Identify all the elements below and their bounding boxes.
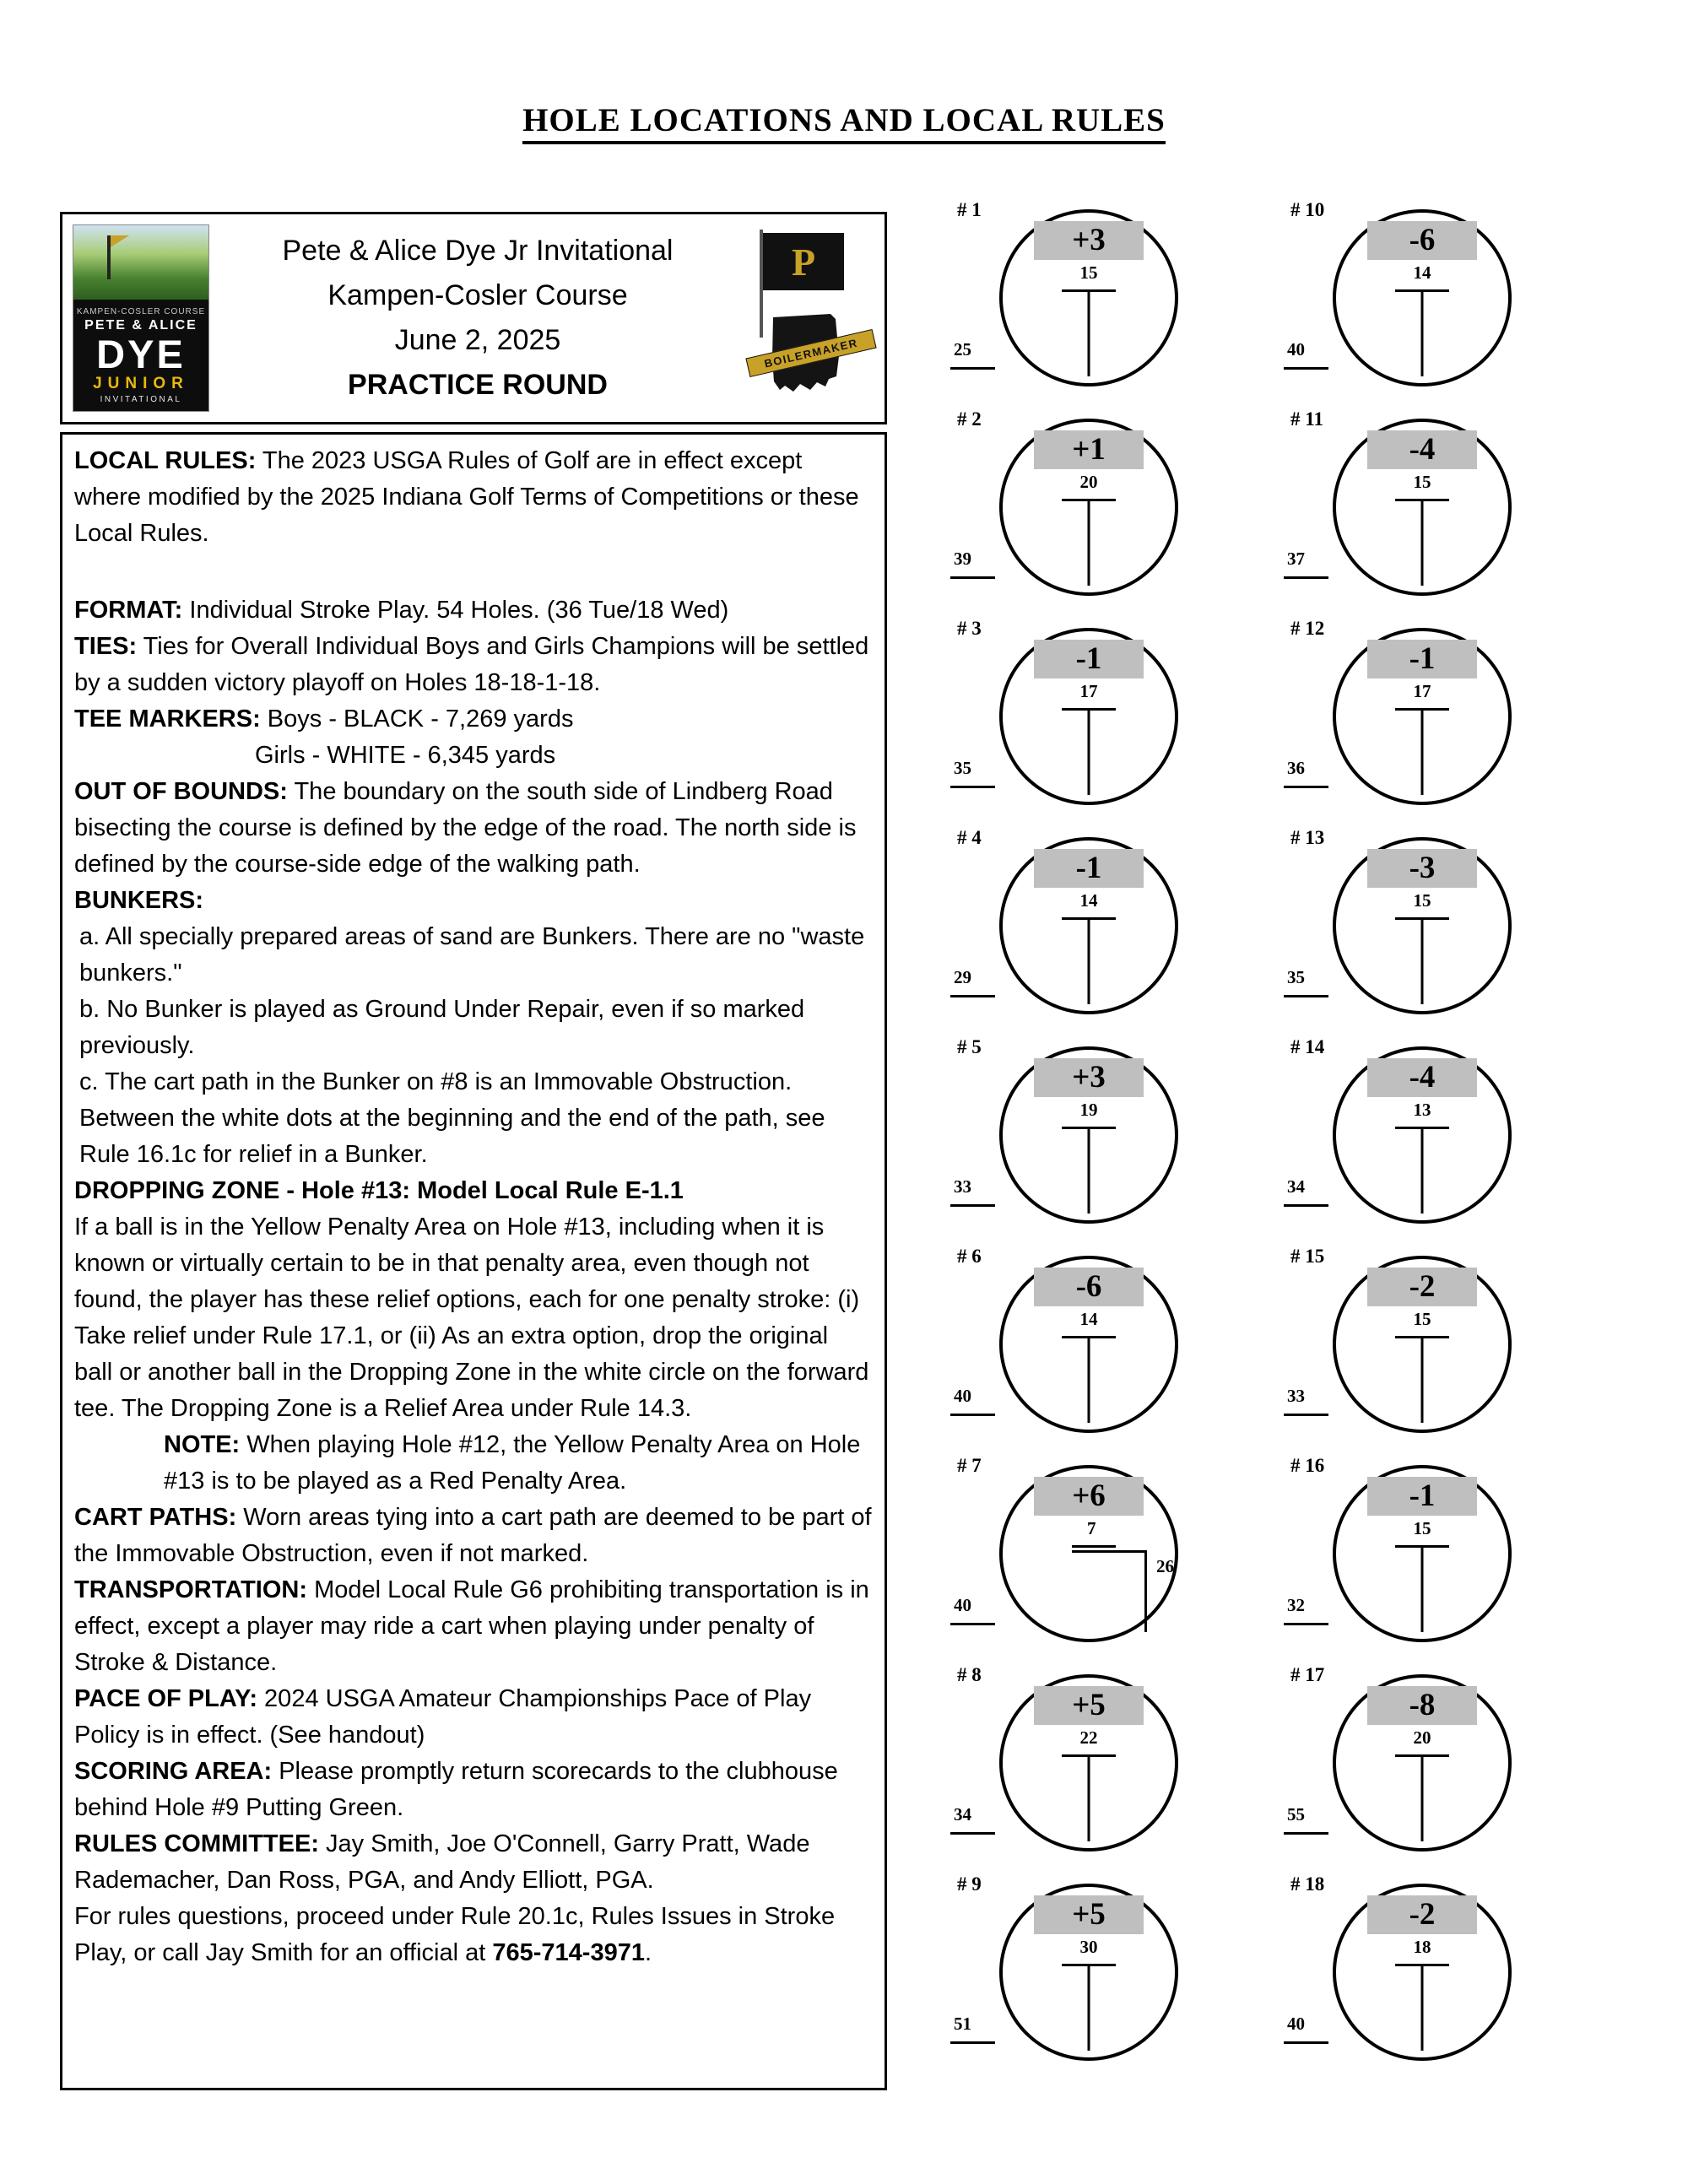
hole-number-label: # 10: [1290, 199, 1325, 220]
local-rules-box: [60, 432, 887, 2090]
rule-scoring-area: [74, 1754, 873, 1826]
rule-text: c. The cart path in the Bunker on #8 is an Immovable Obstruction. Between the white dots at the beginning and the end of the path, see Rule 16.1c for relief in a Bunker.: [79, 1068, 825, 1168]
green-outline-icon: [999, 1884, 1178, 2061]
hole-diagram-12: [1280, 618, 1572, 827]
logo-junior-word: JUNIOR: [93, 374, 189, 392]
hole-diagram-4: [947, 827, 1238, 1036]
depth-underline: [1072, 1545, 1116, 1548]
hole-score: -1: [1034, 640, 1144, 678]
hole-score: -3: [1367, 849, 1477, 888]
rule-text: Girls - WHITE - 6,345 yards: [255, 742, 556, 769]
front-yardage: 40: [950, 1595, 995, 1625]
hole-score: +5: [1034, 1895, 1144, 1934]
rule-text: 2024 USGA Amateur Championships Pace of Play Policy is in effect. (See handout): [74, 1685, 812, 1749]
hole-number-label: # 1: [957, 199, 982, 220]
pin-line-icon: [1421, 1964, 1424, 2051]
green-outline-icon: [999, 209, 1178, 387]
green-depth: 17: [1413, 681, 1431, 701]
hole-diagram-8: [947, 1664, 1238, 1873]
rule-bunkers-b: [74, 992, 873, 1064]
logo-pete-alice: PETE & ALICE: [84, 317, 197, 332]
pin-line-icon: [1088, 917, 1090, 1004]
hole-number-label: # 18: [1290, 1873, 1325, 1895]
rule-text: a. All specially prepared areas of sand are Bunkers. There are no "waste bunkers.": [79, 923, 865, 987]
rule-text: Boys - BLACK - 7,269 yards: [260, 705, 574, 733]
rule-dropping-zone-heading: [74, 1173, 873, 1209]
front-yardage: 35: [950, 758, 995, 788]
green-depth: 7: [1087, 1518, 1096, 1538]
front-yardage: 34: [1284, 1176, 1328, 1207]
hole-diagram-14: [1280, 1036, 1572, 1246]
hole-score: +5: [1034, 1686, 1144, 1725]
front-yardage: 32: [1284, 1595, 1328, 1625]
hole-score: -8: [1367, 1686, 1477, 1725]
green-outline-icon: [1333, 1256, 1512, 1433]
green-depth: 30: [1079, 1937, 1098, 1957]
purdue-p-letter: P: [791, 240, 816, 284]
rule-lead: OUT OF BOUNDS:: [74, 778, 288, 805]
pin-line-icon: [1421, 917, 1424, 1004]
front-yardage: 40: [1284, 2014, 1328, 2044]
rule-lead: BUNKERS:: [74, 887, 204, 914]
rule-bunkers-a: [74, 919, 873, 992]
hole-diagram-18: [1280, 1873, 1572, 2083]
front-yardage: 36: [1284, 758, 1328, 788]
event-name: Pete & Alice Dye Jr Invitational: [282, 235, 674, 267]
green-outline-icon: [1333, 1674, 1512, 1852]
event-date: June 2, 2025: [394, 324, 561, 356]
hole-score: -1: [1367, 640, 1477, 678]
hole-diagram-17: [1280, 1664, 1572, 1873]
green-outline-icon: [999, 1256, 1178, 1433]
boilermaker-banner: BOILERMAKER: [745, 329, 876, 377]
hole-diagram-13: [1280, 827, 1572, 1036]
green-outline-icon: [1333, 1884, 1512, 2061]
hole-number-label: # 6: [957, 1246, 982, 1267]
pin-line-icon: [1421, 708, 1424, 795]
logo-text-band: [73, 300, 208, 411]
rule-text: Please promptly return scorecards to the clubhouse behind Hole #9 Putting Green.: [74, 1758, 838, 1821]
pin-line-icon: [1421, 1336, 1424, 1423]
hole-diagram-5: [947, 1036, 1238, 1246]
logo-course-line: KAMPEN-COSLER COURSE: [76, 306, 206, 316]
green-depth: 14: [1079, 1309, 1098, 1329]
green-outline-icon: [1333, 837, 1512, 1014]
pin-line-icon: [1421, 1545, 1424, 1632]
pin-line-icon: [1088, 1754, 1090, 1841]
hole-score: +1: [1034, 430, 1144, 469]
logo-dye-word: DYE: [96, 331, 186, 376]
event-course: Kampen-Cosler Course: [327, 279, 628, 311]
rule-text-after: .: [644, 1939, 652, 1966]
front-yardage: 35: [1284, 967, 1328, 997]
rule-text: Ties for Overall Individual Boys and Girls Champions will be settled by a sudden victory playoff on Holes 18-18-1-18.: [74, 633, 869, 696]
green-outline-icon: [1333, 209, 1512, 387]
pin-line-icon: [1421, 289, 1424, 376]
pin-line-icon: [1421, 499, 1424, 586]
rule-lead: PACE OF PLAY:: [74, 1685, 257, 1712]
front-yardage: 55: [1284, 1804, 1328, 1835]
green-outline-icon: [1333, 1046, 1512, 1224]
front-yardage: 37: [1284, 549, 1328, 579]
rule-tee-markers: [74, 701, 873, 738]
rule-local-rules: [74, 443, 873, 552]
pin-line-icon: [1421, 1754, 1424, 1841]
pin-line-icon: [1088, 708, 1090, 795]
hole-number-label: # 14: [1290, 1036, 1325, 1057]
hole-diagram-10: [1280, 199, 1572, 408]
rule-lead: NOTE:: [164, 1431, 241, 1458]
front-yardage: 33: [1284, 1386, 1328, 1416]
green-outline-icon: [1333, 1465, 1512, 1642]
rule-lead: TEE MARKERS:: [74, 705, 261, 733]
green-outline-icon: [1333, 419, 1512, 596]
green-outline-icon: [999, 628, 1178, 805]
hole-number-label: # 9: [957, 1873, 982, 1895]
green-depth: 14: [1079, 890, 1098, 911]
rule-cart-paths: [74, 1500, 873, 1572]
rule-rules-committee: [74, 1826, 873, 1899]
green-depth: 13: [1413, 1100, 1431, 1120]
hole-score: -4: [1367, 430, 1477, 469]
rule-text: b. No Bunker is played as Ground Under Repair, even if so marked previously.: [79, 996, 805, 1059]
rule-tee-markers-girls: [74, 738, 873, 774]
rule-out-of-bounds: [74, 774, 873, 883]
hole-diagram-11: [1280, 408, 1572, 618]
hole-diagram-6: [947, 1246, 1238, 1455]
event-round: PRACTICE ROUND: [348, 369, 608, 401]
rules-official-phone: 765-714-3971: [492, 1939, 645, 1966]
pin-line-icon: [1088, 1964, 1090, 2051]
rule-pace-of-play: [74, 1681, 873, 1754]
page-title-text: HOLE LOCATIONS AND LOCAL RULES: [522, 102, 1166, 144]
front-yardage: 29: [950, 967, 995, 997]
logo-course-photo: [73, 225, 208, 300]
pin-line-icon: [1088, 1127, 1090, 1214]
rule-text: The 2023 USGA Rules of Golf are in effect except where modified by the 2025 Indiana Golf Terms of Competitions or these Local Rules.: [74, 447, 859, 547]
green-depth: 20: [1079, 472, 1098, 492]
rule-lead: FORMAT:: [74, 597, 183, 624]
rule-bunkers-heading: [74, 883, 873, 919]
logo-invitational-word: INVITATIONAL: [100, 394, 182, 404]
pin-line-icon: [1088, 499, 1090, 586]
golf-flag-icon: [107, 235, 111, 279]
pin-line-icon: [1144, 1550, 1147, 1632]
hole-diagram-2: [947, 408, 1238, 618]
green-depth: 18: [1413, 1937, 1431, 1957]
rule-questions: [74, 1899, 873, 1971]
hole-number-label: # 12: [1290, 618, 1325, 639]
purdue-logo: [746, 224, 874, 412]
rule-note: [74, 1427, 873, 1500]
hole-score: -1: [1367, 1477, 1477, 1516]
front-yardage: 51: [950, 2014, 995, 2044]
green-outline-icon: [999, 837, 1178, 1014]
green-outline-icon: [999, 1465, 1178, 1642]
dye-junior-logo: [73, 224, 209, 412]
hole-number-label: # 11: [1290, 408, 1323, 430]
green-outline-icon: [999, 1046, 1178, 1224]
hole-score: -2: [1367, 1268, 1477, 1306]
rule-lead: LOCAL RULES:: [74, 447, 257, 474]
rule-dropping-zone-body: [74, 1209, 873, 1427]
rule-ties: [74, 629, 873, 701]
hole-diagram-9: [947, 1873, 1238, 2083]
rule-text: For rules questions, proceed under Rule 20.1c, Rules Issues in Stroke Play, or call Jay Smith for an official at: [74, 1903, 836, 1966]
green-depth: 15: [1413, 472, 1431, 492]
rule-lead: RULES COMMITTEE:: [74, 1830, 319, 1857]
rule-text: Individual Stroke Play. 54 Holes. (36 Tue/18 Wed): [182, 597, 729, 624]
hole-score: -4: [1367, 1058, 1477, 1097]
hole-number-label: # 5: [957, 1036, 982, 1057]
rule-lead: TRANSPORTATION:: [74, 1576, 308, 1603]
green-depth: 15: [1413, 1518, 1431, 1538]
hole-diagram-7: [947, 1455, 1238, 1664]
hole-number-label: # 7: [957, 1455, 982, 1476]
front-yardage: 33: [950, 1176, 995, 1207]
pin-line-icon: [1421, 1127, 1424, 1214]
hole-number-label: # 13: [1290, 827, 1325, 848]
rule-text: Jay Smith, Joe O'Connell, Garry Pratt, Wade Rademacher, Dan Ross, PGA, and Andy Elliott, PGA.: [74, 1830, 810, 1894]
green-depth: 14: [1413, 262, 1431, 283]
green-outline-icon: [1333, 628, 1512, 805]
event-header-text: [218, 229, 738, 408]
rule-text: Worn areas tying into a cart path are deemed to be part of the Immovable Obstruction, even if not marked.: [74, 1504, 872, 1567]
hole-diagram-1: [947, 199, 1238, 408]
hole-score: -6: [1034, 1268, 1144, 1306]
green-depth: 17: [1079, 681, 1098, 701]
green-depth: 15: [1413, 1309, 1431, 1329]
green-outline-icon: [999, 1674, 1178, 1852]
hole-score: -6: [1367, 221, 1477, 260]
rule-text: Model Local Rule G6 prohibiting transportation is in effect, except a player may ride a cart when playing under penalty of Stroke & Distance.: [74, 1576, 869, 1676]
hole-number-label: # 4: [957, 827, 982, 848]
green-outline-icon: [999, 419, 1178, 596]
rule-text: The boundary on the south side of Lindberg Road bisecting the course is defined by the edge of the road. The north side is defined by the course-side edge of the walking path.: [74, 778, 857, 878]
rule-text: If a ball is in the Yellow Penalty Area on Hole #13, including when it is known or virtually certain to be in that penalty area, even though not found, the player has these relief options, each for one penalty stroke: (i) Take relief under Rule 17.1, or (ii) As an extra option, drop the original ball or another ball in the Dropping Zone in the white circle on the forward tee. The Dropping Zone is a Relief Area under Rule 14.3.: [74, 1214, 869, 1422]
hole-score: -1: [1034, 849, 1144, 888]
green-depth: 15: [1079, 262, 1098, 283]
hole-score: +3: [1034, 1058, 1144, 1097]
hole-diagram-15: [1280, 1246, 1572, 1455]
hole-number-label: # 17: [1290, 1664, 1325, 1685]
green-depth: 15: [1413, 890, 1431, 911]
rule-text: When playing Hole #12, the Yellow Penalty Area on Hole #13 is to be played as a Red Penalty Area.: [164, 1431, 861, 1495]
front-yardage: 40: [950, 1386, 995, 1416]
rule-lead: CART PATHS:: [74, 1504, 237, 1531]
pin-line-icon: [1088, 289, 1090, 376]
page-title: [0, 101, 1688, 139]
rule-lead: SCORING AREA:: [74, 1758, 273, 1785]
front-yardage: 34: [950, 1804, 995, 1835]
front-yardage: 40: [1284, 339, 1328, 370]
hole-diagrams-grid: [947, 199, 1572, 2083]
hole-number-label: # 2: [957, 408, 982, 430]
front-yardage: 25: [950, 339, 995, 370]
green-depth: 20: [1413, 1727, 1431, 1748]
hole-diagram-16: [1280, 1455, 1572, 1664]
rule-bunkers-c: [74, 1064, 873, 1173]
hole-score: -2: [1367, 1895, 1477, 1934]
front-yardage: 39: [950, 549, 995, 579]
purdue-flag-icon: [763, 233, 844, 290]
hole-number-label: # 8: [957, 1664, 982, 1685]
hole-number-label: # 16: [1290, 1455, 1325, 1476]
rule-lead: DROPPING ZONE - Hole #13: Model Local Rule E-1.1: [74, 1177, 684, 1204]
hole-number-label: # 3: [957, 618, 982, 639]
side-yardage: 26: [1156, 1556, 1174, 1576]
pin-offset-line-icon: [1072, 1550, 1146, 1553]
rule-transportation: [74, 1572, 873, 1681]
hole-diagram-3: [947, 618, 1238, 827]
green-depth: 22: [1079, 1727, 1098, 1748]
rule-lead: TIES:: [74, 633, 138, 660]
hole-score: +6: [1034, 1477, 1144, 1516]
pin-line-icon: [1088, 1336, 1090, 1423]
rule-format: [74, 592, 873, 629]
event-header-box: [60, 212, 887, 424]
hole-number-label: # 15: [1290, 1246, 1325, 1267]
hole-score: +3: [1034, 221, 1144, 260]
green-depth: 19: [1079, 1100, 1098, 1120]
